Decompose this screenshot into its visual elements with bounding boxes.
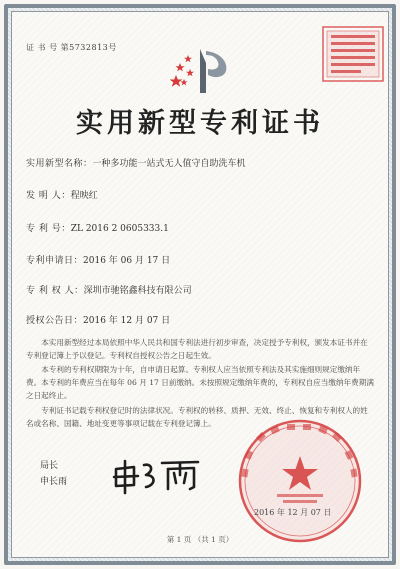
utility-model-name-field [26, 156, 246, 169]
filing-date-value: 2016 年 06 月 17 日 [83, 256, 171, 266]
patent-office-emblem-icon [170, 45, 232, 97]
certificate-number: 证 书 号 第5732813号 [26, 43, 117, 52]
utility-model-name-value: 一种多功能一站式无人值守自助洗车机 [92, 159, 246, 169]
grant-date-label: 授权公告日： [26, 316, 84, 326]
utility-model-name-label: 实用新型名称： [26, 159, 93, 169]
director-title: 局长 [40, 461, 59, 471]
inventor-field [26, 188, 98, 201]
filing-date-field [26, 253, 170, 266]
patent-holder-value: 深圳市驰铭鑫科技有限公司 [83, 286, 192, 296]
grant-date-value: 2016 年 12 月 07 日 [83, 316, 171, 326]
page-number: 第 1 页 （共 1 页） [166, 535, 234, 544]
body-paragraph-2: 本专利的专利权期限为十年，自申请日起算。专利权人应当依照专利法及其实施细则规定缴纳年费。本专利的年费应当在每年 06 月 17 日前缴纳。未按照规定缴纳年费的，专利权自应当缴纳年费期满之日起终止。 [26, 365, 374, 401]
inventor-value: 程映红 [70, 191, 98, 201]
seal-date: 2016 年 12 月 07 日 [254, 508, 332, 517]
inventor-label: 发 明 人： [26, 191, 71, 201]
director-name: 申长雨 [40, 477, 68, 487]
official-red-seal-icon [237, 418, 363, 544]
patent-number-label: 专 利 号： [26, 224, 71, 234]
certificate-title: 实用新型专利证书 [76, 108, 324, 139]
grant-date-field [26, 313, 170, 326]
body-paragraph-1: 本实用新型经过本局依照中华人民共和国专利法进行初步审查，决定授予专利权，颁发本证书并在专利登记簿上予以登记。专利权自授权公告之日起生效。 [26, 338, 368, 361]
patent-holder-field [26, 283, 192, 296]
body-paragraph-3: 专利证书记载专利权登记时的法律状况。专利权的转移、质押、无效、终止、恢复和专利权人的姓名或名称、国籍、地址变更等事项记载在专利登记簿上。 [26, 406, 368, 429]
patent-number-field [26, 221, 169, 234]
patent-holder-label: 专 利 权 人： [26, 286, 84, 296]
patent-number-value: ZL 2016 2 0605333.1 [70, 224, 169, 234]
registration-seal-icon [320, 24, 386, 84]
director-signature-icon [110, 455, 200, 495]
filing-date-label: 专利申请日： [26, 256, 84, 266]
